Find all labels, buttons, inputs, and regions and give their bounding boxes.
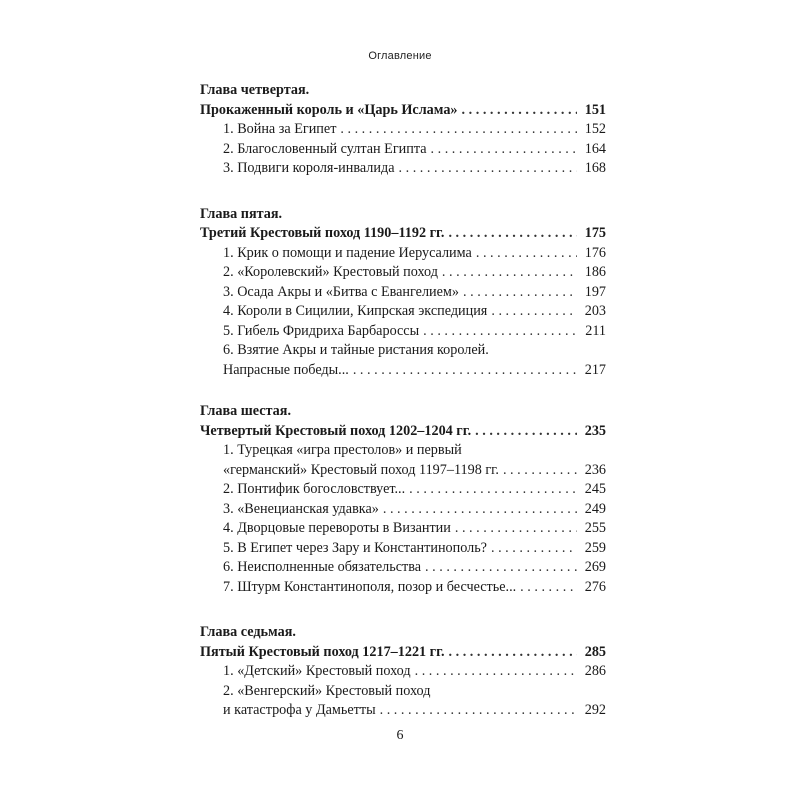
page-ref: 269 [584, 559, 606, 575]
leader-dots [491, 539, 577, 559]
toc-entry-line[interactable] [200, 341, 606, 361]
page-ref: 211 [585, 322, 606, 339]
page-ref: 276 [584, 578, 606, 595]
toc-entry[interactable] [200, 322, 606, 342]
page-ref: 292 [584, 702, 606, 718]
toc-entry[interactable] [200, 701, 606, 721]
toc-entry-text: 1. Крик о помощи и падение Иерусалима [223, 244, 472, 261]
toc-entry-text: 1. Турецкая «игра престолов» и первый [223, 442, 462, 458]
toc-entry-text: 6. Взятие Акры и тайные ристания королей. [223, 342, 489, 358]
toc-entry-text: 7. Штурм Константинополя, позор и бесчестье... [223, 578, 517, 595]
leader-dots [442, 263, 577, 283]
chapter-label [200, 205, 606, 225]
page-ref: 286 [584, 663, 606, 679]
chapter-title: Пятый Крестовый поход 1217–1221 гг. [200, 643, 445, 660]
chapter-label [200, 623, 606, 643]
leader-dots [455, 519, 577, 539]
chapter-title: Четвертый Крестовый поход 1202–1204 гг. [200, 422, 472, 439]
leader-dots [462, 101, 577, 121]
toc-entry[interactable] [200, 159, 606, 179]
toc-entry-text-continued: Напрасные победы... [223, 361, 349, 378]
leader-dots [423, 322, 577, 342]
page-ref: 175 [584, 225, 606, 241]
page-ref: 217 [584, 361, 606, 378]
toc-entry-text: 3. Осада Акры и «Битва с Евангелием» [223, 283, 459, 300]
toc-entry[interactable] [200, 662, 606, 682]
leader-dots [415, 662, 577, 682]
toc-entry[interactable] [200, 500, 606, 520]
toc-entry[interactable] [200, 461, 606, 481]
page-ref: 186 [584, 264, 606, 280]
toc-entry[interactable] [200, 480, 606, 500]
chapter-title-entry[interactable] [200, 224, 606, 244]
chapter-label-text: Глава пятая. [200, 205, 283, 222]
toc-entry-text: 4. Короли в Сицилии, Кипрская экспедиция [223, 303, 488, 319]
page-ref: 236 [584, 461, 606, 478]
toc-entry[interactable] [200, 558, 606, 578]
toc-entry-text: 3. «Венецианская удавка» [223, 500, 379, 517]
toc-entry[interactable] [200, 283, 606, 303]
chapter-section [200, 623, 606, 721]
toc-entry[interactable] [200, 578, 606, 598]
toc-entry-text: 5. Гибель Фридриха Барбароссы [223, 322, 420, 339]
toc-entry-text: 2. «Королевский» Крестовый поход [223, 264, 438, 280]
toc-entry-text: 1. «Детский» Крестовый поход [223, 663, 411, 679]
leader-dots [476, 244, 577, 264]
page-ref: 168 [584, 160, 606, 176]
toc-entry[interactable] [200, 539, 606, 559]
toc-entry[interactable] [200, 140, 606, 160]
chapter-title-entry[interactable] [200, 422, 606, 442]
leader-dots [520, 578, 577, 598]
page-ref: 197 [584, 283, 606, 300]
chapter-title: Прокаженный король и «Царь Ислама» [200, 101, 458, 118]
chapter-label-text: Глава шестая. [200, 403, 291, 419]
toc-entry-text: 6. Неисполненные обязательства [223, 559, 422, 575]
toc-entry[interactable] [200, 263, 606, 283]
leader-dots [463, 283, 577, 303]
toc-entry-text: 3. Подвиги короля-инвалида [223, 160, 395, 176]
leader-dots [340, 120, 577, 140]
toc-entry-text: 5. В Египет через Зару и Константинополь? [223, 539, 487, 556]
leader-dots [425, 558, 577, 578]
table-of-contents [200, 81, 606, 747]
page-number: 6 [396, 728, 404, 743]
toc-entry[interactable] [200, 120, 606, 140]
toc-entry-text: 2. Понтифик богословствует... [223, 481, 406, 497]
leader-dots [503, 461, 577, 481]
page-ref: 151 [584, 101, 606, 118]
chapter-section [200, 205, 606, 381]
toc-entry-text: 1. Война за Египет [223, 121, 337, 137]
running-head: Оглавление [368, 50, 432, 62]
page-ref: 255 [584, 520, 606, 536]
toc-entry[interactable] [200, 302, 606, 322]
page-ref: 203 [584, 303, 606, 319]
chapter-section [200, 402, 606, 597]
leader-dots [448, 224, 577, 244]
toc-entry-text-continued: «германский» Крестовый поход 1197–1198 гг. [223, 461, 499, 478]
leader-dots [431, 140, 578, 160]
leader-dots [383, 500, 577, 520]
page-ref: 245 [584, 481, 606, 497]
chapter-title: Третий Крестовый поход 1190–1192 гг. [200, 225, 445, 241]
chapter-label-text: Глава седьмая. [200, 624, 296, 640]
leader-dots [409, 480, 577, 500]
toc-entry-text: 4. Дворцовые перевороты в Византии [223, 520, 451, 536]
leader-dots [475, 422, 577, 442]
leader-dots [449, 643, 577, 663]
page-ref: 285 [584, 643, 606, 660]
toc-entry-line[interactable] [200, 441, 606, 461]
toc-entry[interactable] [200, 244, 606, 264]
page-ref: 164 [584, 140, 606, 157]
chapter-label [200, 81, 606, 101]
toc-entry-text: 2. Благословенный султан Египта [223, 140, 427, 157]
page-ref: 259 [584, 539, 606, 556]
leader-dots [399, 159, 578, 179]
page-ref: 249 [584, 500, 606, 517]
leader-dots [353, 361, 577, 381]
chapter-section [200, 81, 606, 179]
chapter-label-text: Глава четвертая. [200, 82, 310, 98]
leader-dots [491, 302, 577, 322]
toc-entry-text-continued: и катастрофа у Дамьетты [223, 702, 376, 718]
toc-entry-line[interactable] [200, 682, 606, 702]
page-ref: 176 [584, 244, 606, 261]
toc-entry[interactable] [200, 361, 606, 381]
toc-entry[interactable] [200, 519, 606, 539]
page-ref: 152 [584, 121, 606, 137]
toc-entry-text: 2. «Венгерский» Крестовый поход [223, 682, 431, 699]
chapter-label [200, 402, 606, 422]
page-ref: 235 [584, 422, 606, 439]
chapter-title-entry[interactable] [200, 101, 606, 121]
chapter-title-entry[interactable] [200, 643, 606, 663]
leader-dots [380, 701, 577, 721]
